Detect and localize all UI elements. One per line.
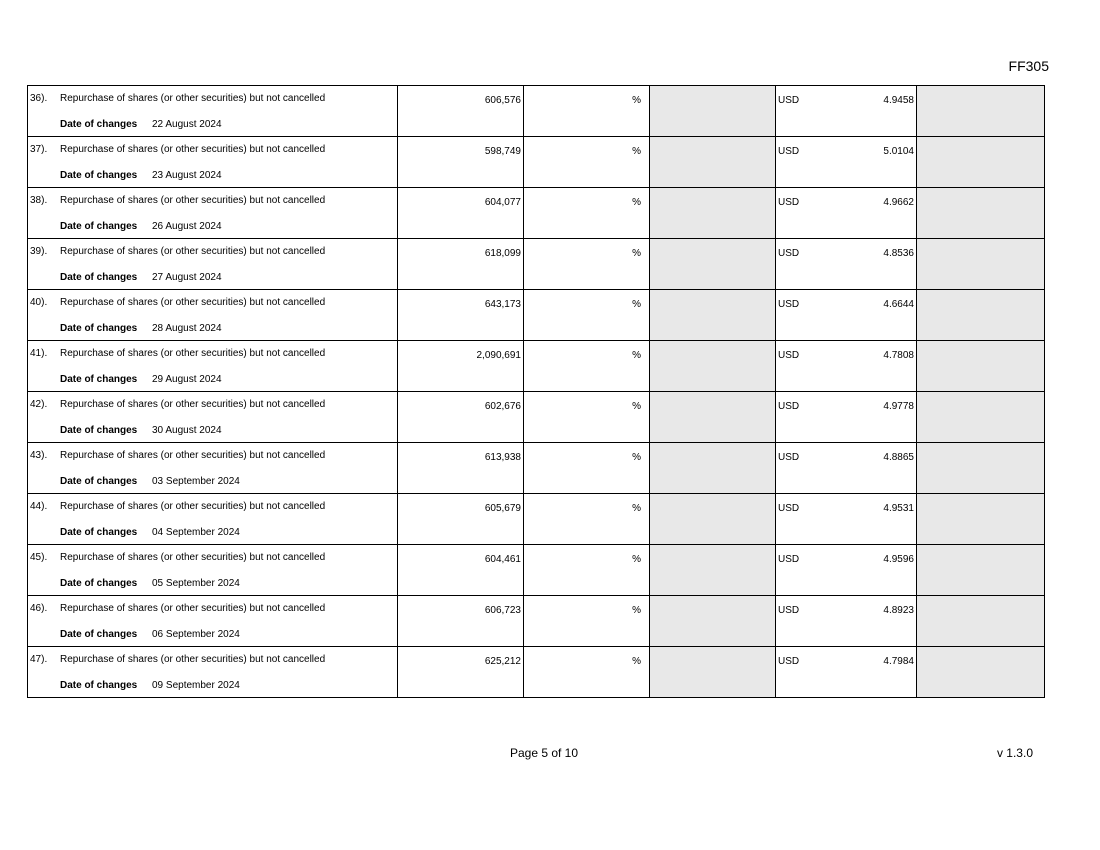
price-cell	[776, 443, 917, 494]
price-value: 4.8923	[883, 605, 914, 616]
percent-cell	[524, 443, 650, 494]
shaded-cell	[917, 188, 1045, 239]
change-description: Repurchase of shares (or other securities) but not cancelled	[60, 552, 326, 563]
row-number: 47).	[30, 654, 48, 665]
price-value: 4.6644	[883, 299, 914, 310]
percent-sign: %	[632, 554, 641, 565]
shaded-cell	[650, 86, 776, 137]
date-of-changes-label: Date of changes	[60, 374, 138, 385]
percent-cell	[524, 86, 650, 137]
shaded-cell	[650, 341, 776, 392]
price-cell	[776, 290, 917, 341]
percent-cell	[524, 188, 650, 239]
price-value: 4.7984	[883, 656, 914, 667]
description-cell	[28, 86, 398, 137]
row-number: 43).	[30, 450, 48, 461]
table-row	[28, 647, 1045, 698]
quantity-value: 613,938	[484, 452, 521, 463]
date-of-changes-value: 04 September 2024	[152, 527, 240, 538]
percent-sign: %	[632, 656, 641, 667]
percent-cell	[524, 545, 650, 596]
shaded-cell	[917, 392, 1045, 443]
percent-cell	[524, 290, 650, 341]
change-description: Repurchase of shares (or other securities) but not cancelled	[60, 399, 326, 410]
percent-sign: %	[632, 452, 641, 463]
date-of-changes-value: 29 August 2024	[152, 374, 222, 385]
price-value: 4.9778	[883, 401, 914, 412]
date-of-changes-label: Date of changes	[60, 272, 138, 283]
date-of-changes-value: 26 August 2024	[152, 221, 222, 232]
quantity-value: 2,090,691	[476, 350, 521, 361]
table-row	[28, 392, 1045, 443]
quantity-cell	[398, 239, 524, 290]
change-description: Repurchase of shares (or other securities) but not cancelled	[60, 195, 326, 206]
shaded-cell	[917, 239, 1045, 290]
table-row	[28, 443, 1045, 494]
shaded-cell	[650, 290, 776, 341]
percent-sign: %	[632, 146, 641, 157]
shaded-cell	[650, 188, 776, 239]
price-cell	[776, 239, 917, 290]
currency-label: USD	[778, 656, 800, 667]
percent-sign: %	[632, 401, 641, 412]
change-description: Repurchase of shares (or other securities) but not cancelled	[60, 348, 326, 359]
price-value: 5.0104	[883, 146, 914, 157]
changes-table	[27, 85, 1045, 698]
date-of-changes-label: Date of changes	[60, 119, 138, 130]
date-of-changes-value: 06 September 2024	[152, 629, 240, 640]
percent-cell	[524, 392, 650, 443]
price-cell	[776, 188, 917, 239]
table-row	[28, 239, 1045, 290]
change-description: Repurchase of shares (or other securities) but not cancelled	[60, 144, 326, 155]
description-cell	[28, 494, 398, 545]
change-description: Repurchase of shares (or other securities) but not cancelled	[60, 501, 326, 512]
quantity-value: 605,679	[484, 503, 521, 514]
price-cell	[776, 86, 917, 137]
shaded-cell	[917, 86, 1045, 137]
price-cell	[776, 596, 917, 647]
percent-cell	[524, 494, 650, 545]
percent-sign: %	[632, 248, 641, 259]
page-number: Page 5 of 10	[509, 746, 579, 760]
version-label: v 1.3.0	[996, 746, 1033, 760]
description-cell	[28, 188, 398, 239]
quantity-cell	[398, 545, 524, 596]
shaded-cell	[650, 596, 776, 647]
date-of-changes-value: 03 September 2024	[152, 476, 240, 487]
description-cell	[28, 647, 398, 698]
percent-sign: %	[632, 605, 641, 616]
date-of-changes-label: Date of changes	[60, 680, 138, 691]
table-row	[28, 341, 1045, 392]
change-description: Repurchase of shares (or other securities) but not cancelled	[60, 246, 326, 257]
date-of-changes-label: Date of changes	[60, 527, 138, 538]
shaded-cell	[650, 137, 776, 188]
currency-label: USD	[778, 350, 800, 361]
shaded-cell	[917, 290, 1045, 341]
currency-label: USD	[778, 248, 800, 259]
date-of-changes-value: 30 August 2024	[152, 425, 222, 436]
shaded-cell	[917, 341, 1045, 392]
change-description: Repurchase of shares (or other securities) but not cancelled	[60, 603, 326, 614]
quantity-value: 602,676	[484, 401, 521, 412]
table-row	[28, 137, 1045, 188]
currency-label: USD	[778, 95, 800, 106]
description-cell	[28, 290, 398, 341]
percent-cell	[524, 239, 650, 290]
table-row	[28, 596, 1045, 647]
date-of-changes-value: 05 September 2024	[152, 578, 240, 589]
price-cell	[776, 647, 917, 698]
percent-cell	[524, 341, 650, 392]
quantity-value: 643,173	[484, 299, 521, 310]
date-of-changes-value: 22 August 2024	[152, 119, 222, 130]
row-number: 39).	[30, 246, 48, 257]
row-number: 40).	[30, 297, 48, 308]
percent-cell	[524, 647, 650, 698]
table-row	[28, 494, 1045, 545]
description-cell	[28, 392, 398, 443]
price-value: 4.8865	[883, 452, 914, 463]
date-of-changes-value: 23 August 2024	[152, 170, 222, 181]
shaded-cell	[917, 137, 1045, 188]
price-cell	[776, 392, 917, 443]
currency-label: USD	[778, 503, 800, 514]
quantity-value: 625,212	[484, 656, 521, 667]
shaded-cell	[917, 596, 1045, 647]
price-value: 4.7808	[883, 350, 914, 361]
currency-label: USD	[778, 401, 800, 412]
row-number: 37).	[30, 144, 48, 155]
date-of-changes-label: Date of changes	[60, 629, 138, 640]
change-description: Repurchase of shares (or other securities) but not cancelled	[60, 297, 326, 308]
date-of-changes-label: Date of changes	[60, 578, 138, 589]
quantity-cell	[398, 443, 524, 494]
price-cell	[776, 341, 917, 392]
description-cell	[28, 341, 398, 392]
currency-label: USD	[778, 299, 800, 310]
table-row	[28, 545, 1045, 596]
price-value: 4.9596	[883, 554, 914, 565]
date-of-changes-label: Date of changes	[60, 425, 138, 436]
price-value: 4.9458	[883, 95, 914, 106]
price-cell	[776, 545, 917, 596]
quantity-cell	[398, 86, 524, 137]
percent-cell	[524, 137, 650, 188]
price-cell	[776, 494, 917, 545]
quantity-value: 604,077	[484, 197, 521, 208]
quantity-value: 606,723	[484, 605, 521, 616]
quantity-cell	[398, 494, 524, 545]
shaded-cell	[650, 545, 776, 596]
currency-label: USD	[778, 554, 800, 565]
table-row	[28, 290, 1045, 341]
date-of-changes-label: Date of changes	[60, 221, 138, 232]
quantity-cell	[398, 137, 524, 188]
shaded-cell	[917, 443, 1045, 494]
quantity-cell	[398, 392, 524, 443]
percent-sign: %	[632, 197, 641, 208]
currency-label: USD	[778, 605, 800, 616]
shaded-cell	[650, 443, 776, 494]
date-of-changes-value: 28 August 2024	[152, 323, 222, 334]
row-number: 42).	[30, 399, 48, 410]
date-of-changes-value: 27 August 2024	[152, 272, 222, 283]
price-cell	[776, 137, 917, 188]
description-cell	[28, 596, 398, 647]
description-cell	[28, 545, 398, 596]
description-cell	[28, 137, 398, 188]
price-value: 4.9531	[883, 503, 914, 514]
currency-label: USD	[778, 452, 800, 463]
shaded-cell	[917, 647, 1045, 698]
currency-label: USD	[778, 197, 800, 208]
form-code: FF305	[1008, 58, 1049, 74]
quantity-cell	[398, 647, 524, 698]
change-description: Repurchase of shares (or other securities) but not cancelled	[60, 450, 326, 461]
quantity-cell	[398, 290, 524, 341]
percent-sign: %	[632, 503, 641, 514]
table-row	[28, 188, 1045, 239]
price-value: 4.8536	[883, 248, 914, 259]
row-number: 41).	[30, 348, 48, 359]
date-of-changes-label: Date of changes	[60, 170, 138, 181]
row-number: 46).	[30, 603, 48, 614]
percent-sign: %	[632, 299, 641, 310]
percent-sign: %	[632, 95, 641, 106]
description-cell	[28, 239, 398, 290]
shaded-cell	[650, 392, 776, 443]
quantity-value: 604,461	[484, 554, 521, 565]
percent-sign: %	[632, 350, 641, 361]
row-number: 45).	[30, 552, 48, 563]
date-of-changes-label: Date of changes	[60, 476, 138, 487]
percent-cell	[524, 596, 650, 647]
quantity-cell	[398, 341, 524, 392]
date-of-changes-value: 09 September 2024	[152, 680, 240, 691]
quantity-value: 618,099	[484, 248, 521, 259]
date-of-changes-label: Date of changes	[60, 323, 138, 334]
row-number: 38).	[30, 195, 48, 206]
quantity-cell	[398, 596, 524, 647]
changes-table-body	[28, 86, 1045, 698]
currency-label: USD	[778, 146, 800, 157]
shaded-cell	[650, 647, 776, 698]
row-number: 44).	[30, 501, 48, 512]
shaded-cell	[650, 239, 776, 290]
row-number: 36).	[30, 93, 48, 104]
table-row	[28, 86, 1045, 137]
price-value: 4.9662	[883, 197, 914, 208]
quantity-cell	[398, 188, 524, 239]
shaded-cell	[917, 494, 1045, 545]
shaded-cell	[917, 545, 1045, 596]
shaded-cell	[650, 494, 776, 545]
description-cell	[28, 443, 398, 494]
change-description: Repurchase of shares (or other securities) but not cancelled	[60, 654, 326, 665]
quantity-value: 606,576	[484, 95, 521, 106]
change-description: Repurchase of shares (or other securities) but not cancelled	[60, 93, 326, 104]
quantity-value: 598,749	[484, 146, 521, 157]
